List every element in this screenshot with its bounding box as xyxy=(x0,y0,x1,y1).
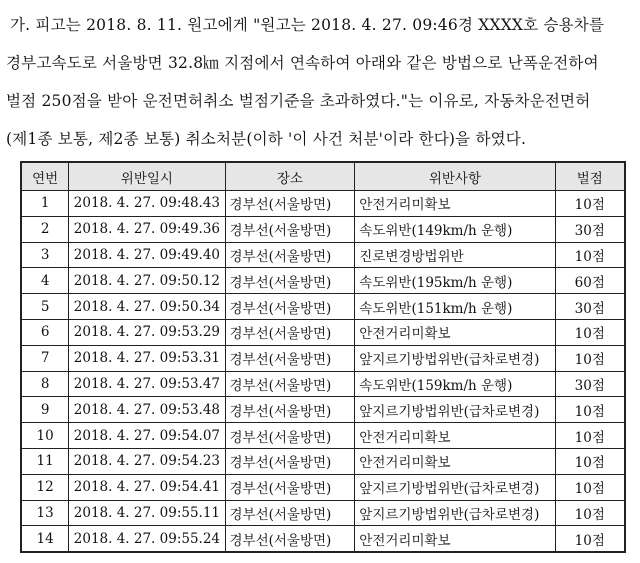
table-row xyxy=(21,191,625,217)
header-location: 장소 xyxy=(225,162,355,191)
cell-number: 11 xyxy=(21,448,69,474)
cell-datetime: 2018. 4. 27. 09:53.31 xyxy=(69,345,225,371)
cell-location: 경부선(서울방면) xyxy=(225,474,355,500)
cell-datetime: 2018. 4. 27. 09:54.41 xyxy=(69,474,225,500)
cell-number: 13 xyxy=(21,500,69,526)
cell-points: 10점 xyxy=(555,345,625,371)
cell-location: 경부선(서울방면) xyxy=(225,319,355,345)
cell-points: 10점 xyxy=(555,191,625,217)
cell-location: 경부선(서울방면) xyxy=(225,371,355,397)
cell-points: 10점 xyxy=(555,423,625,449)
cell-location: 경부선(서울방면) xyxy=(225,242,355,268)
cell-points: 30점 xyxy=(555,294,625,320)
paragraph-line: (제1종 보통, 제2종 보통) 취소처분(이하 '이 사건 처분'이라 한다)을 하였다. xyxy=(6,130,527,148)
cell-datetime: 2018. 4. 27. 09:55.24 xyxy=(69,526,225,552)
paragraph-line: 가. 피고는 2018. 8. 11. 원고에게 "원고는 2018. 4. 27. 09:46경 XXXX호 승용차를 xyxy=(10,16,605,34)
table-row xyxy=(21,294,625,320)
cell-number: 2 xyxy=(21,216,69,242)
cell-datetime: 2018. 4. 27. 09:54.07 xyxy=(69,423,225,449)
cell-number: 14 xyxy=(21,526,69,552)
cell-violation: 속도위반(149km/h 운행) xyxy=(355,216,555,242)
cell-location: 경부선(서울방면) xyxy=(225,423,355,449)
cell-datetime: 2018. 4. 27. 09:50.34 xyxy=(69,294,225,320)
header-violation: 위반사항 xyxy=(355,162,555,191)
cell-number: 9 xyxy=(21,397,69,423)
cell-datetime: 2018. 4. 27. 09:53.29 xyxy=(69,319,225,345)
table-row xyxy=(21,268,625,294)
body-paragraph xyxy=(6,6,636,158)
table-row xyxy=(21,345,625,371)
cell-violation: 앞지르기방법위반(급차로변경) xyxy=(355,397,555,423)
cell-number: 3 xyxy=(21,242,69,268)
table-row xyxy=(21,371,625,397)
cell-datetime: 2018. 4. 27. 09:48.43 xyxy=(69,191,225,217)
cell-number: 8 xyxy=(21,371,69,397)
cell-number: 1 xyxy=(21,191,69,217)
table-row xyxy=(21,500,625,526)
table-row xyxy=(21,474,625,500)
table-header-row xyxy=(21,162,625,191)
cell-location: 경부선(서울방면) xyxy=(225,526,355,552)
cell-location: 경부선(서울방면) xyxy=(225,294,355,320)
cell-number: 10 xyxy=(21,423,69,449)
cell-location: 경부선(서울방면) xyxy=(225,216,355,242)
cell-datetime: 2018. 4. 27. 09:53.47 xyxy=(69,371,225,397)
cell-number: 12 xyxy=(21,474,69,500)
header-points: 벌점 xyxy=(555,162,625,191)
cell-location: 경부선(서울방면) xyxy=(225,500,355,526)
table-row xyxy=(21,216,625,242)
cell-location: 경부선(서울방면) xyxy=(225,191,355,217)
cell-points: 30점 xyxy=(555,371,625,397)
cell-points: 30점 xyxy=(555,216,625,242)
header-datetime: 위반일시 xyxy=(69,162,225,191)
cell-violation: 앞지르기방법위반(급차로변경) xyxy=(355,345,555,371)
cell-number: 5 xyxy=(21,294,69,320)
cell-violation: 앞지르기방법위반(급차로변경) xyxy=(355,474,555,500)
paragraph-line: 벌점 250점을 받아 운전면허취소 벌점기준을 초과하였다."는 이유로, 자동차운전면허 xyxy=(6,92,591,110)
cell-location: 경부선(서울방면) xyxy=(225,268,355,294)
cell-points: 10점 xyxy=(555,500,625,526)
cell-violation: 안전거리미확보 xyxy=(355,423,555,449)
cell-location: 경부선(서울방면) xyxy=(225,448,355,474)
cell-location: 경부선(서울방면) xyxy=(225,345,355,371)
cell-violation: 속도위반(151km/h 운행) xyxy=(355,294,555,320)
cell-location: 경부선(서울방면) xyxy=(225,397,355,423)
table-row xyxy=(21,423,625,449)
table-row xyxy=(21,319,625,345)
cell-number: 4 xyxy=(21,268,69,294)
table-row xyxy=(21,397,625,423)
cell-violation: 진로변경방법위반 xyxy=(355,242,555,268)
cell-violation: 안전거리미확보 xyxy=(355,191,555,217)
cell-datetime: 2018. 4. 27. 09:50.12 xyxy=(69,268,225,294)
cell-points: 10점 xyxy=(555,526,625,552)
cell-datetime: 2018. 4. 27. 09:54.23 xyxy=(69,448,225,474)
cell-number: 7 xyxy=(21,345,69,371)
cell-points: 10점 xyxy=(555,397,625,423)
cell-points: 10점 xyxy=(555,474,625,500)
header-number: 연번 xyxy=(21,162,69,191)
cell-points: 10점 xyxy=(555,242,625,268)
cell-points: 60점 xyxy=(555,268,625,294)
cell-number: 6 xyxy=(21,319,69,345)
table-body xyxy=(21,191,625,553)
cell-violation: 안전거리미확보 xyxy=(355,526,555,552)
cell-points: 10점 xyxy=(555,319,625,345)
cell-violation: 속도위반(159km/h 운행) xyxy=(355,371,555,397)
cell-violation: 속도위반(195km/h 운행) xyxy=(355,268,555,294)
paragraph-line: 경부고속도로 서울방면 32.8㎞ 지점에서 연속하여 아래와 같은 방법으로 난폭운전하여 xyxy=(6,54,599,72)
cell-datetime: 2018. 4. 27. 09:49.40 xyxy=(69,242,225,268)
cell-violation: 앞지르기방법위반(급차로변경) xyxy=(355,500,555,526)
table-row xyxy=(21,448,625,474)
table-row xyxy=(21,526,625,552)
cell-datetime: 2018. 4. 27. 09:55.11 xyxy=(69,500,225,526)
cell-datetime: 2018. 4. 27. 09:49.36 xyxy=(69,216,225,242)
table-row xyxy=(21,242,625,268)
cell-violation: 안전거리미확보 xyxy=(355,319,555,345)
cell-violation: 안전거리미확보 xyxy=(355,448,555,474)
cell-datetime: 2018. 4. 27. 09:53.48 xyxy=(69,397,225,423)
cell-points: 10점 xyxy=(555,448,625,474)
violation-table xyxy=(20,161,626,553)
